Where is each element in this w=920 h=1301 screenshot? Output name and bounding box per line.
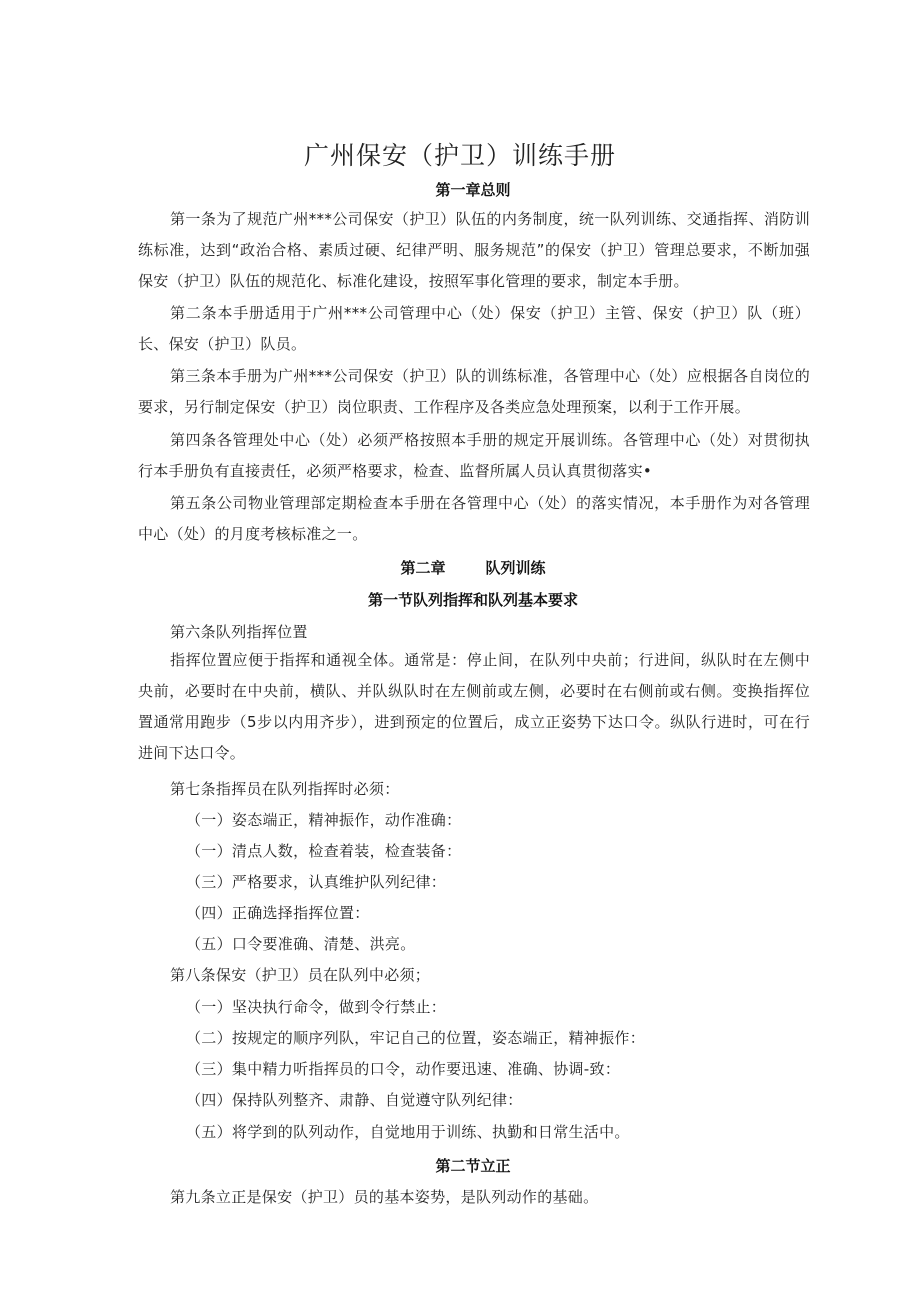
article-7-item: （四）正确选择指挥位置： [186,904,370,922]
article-6-body: 指挥位置应便于指挥和通视全体。通常是：停止间，在队列中央前；行进间，纵队时在左侧中央前，必要时在中央前，横队、并队纵队时在左侧前或左侧，必要时在右侧前或右侧。变换指挥位置通常用跑步（5步以内用齐步），进到预定的位置后，成立正姿势下达口令。纵队行进时，可在行进间下达口令。 [138,651,810,762]
article-7-item: （五）口令要准确、清楚、洪亮。 [186,935,416,953]
chapter-2-heading [0,557,920,578]
document-title: 广州保安（护卫）训练手册 [303,141,616,170]
article-8-title: 第八条保安（护卫）员在队列中必须； [170,966,431,984]
article-7-item: （三）严格要求，认真维护队列纪律： [186,873,447,891]
article-9: 第九条立正是保安（护卫）员的基本姿势，是队列动作的基础。 [170,1188,599,1206]
chapter-2-name: 队列训练 [485,559,546,577]
article-5: 第五条公司物业管理部定期检查本手册在各管理中心（处）的落实情况，本手册作为对各管理中心（处）的月度考核标准之一。 [138,494,810,543]
article-4: 第四条各管理处中心（处）必须严格按照本手册的规定开展训练。各管理中心（处）对贯彻执行本手册负有直接责任，必须严格要求，检查、监督所属人员认真贯彻落实• [138,431,810,480]
article-8-item: （二）按规定的顺序列队，牢记自己的位置，姿态端正，精神振作： [186,1029,646,1047]
article-1: 第一条为了规范广州***公司保安（护卫）队伍的内务制度，统一队列训练、交通指挥、消防训练标准，达到“政治合格、素质过硬、纪律严明、服务规范”的保安（护卫）管理总要求，不断加强保安（护卫）队伍的规范化、标准化建设，按照军事化管理的要求，制定本手册。 [138,210,810,290]
article-7-item: （一）姿态端正，精神振作，动作准确： [186,811,462,829]
article-7-item: （一）清点人数，检查着装，检查装备： [186,842,462,860]
chapter-1-heading: 第一章总则 [435,181,511,199]
article-2: 第二条本手册适用于广州***公司管理中心（处）保安（护卫）主管、保安（护卫）队（班）长、保安（护卫）队员。 [138,304,810,353]
section-2-heading: 第二节立正 [435,1157,511,1175]
article-8-item: （一）坚决执行命令，做到令行禁止： [186,998,447,1016]
article-8-item: （五）将学到的队列动作，自觉地用于训练、执勤和日常生活中。 [186,1123,630,1141]
article-7-title: 第七条指挥员在队列指挥时必须： [170,780,400,798]
article-6-title: 第六条队列指挥位置 [170,623,308,641]
article-8-item: （三）集中精力听指挥员的口令，动作要迅速、准确、协调-致： [186,1060,621,1078]
article-8-item: （四）保持队列整齐、肃静、自觉遵守队列纪律： [186,1091,523,1109]
article-3: 第三条本手册为广州***公司保安（护卫）队的训练标准，各管理中心（处）应根据各自岗位的要求，另行制定保安（护卫）岗位职责、工作程序及各类应急处理预案，以利于工作开展。 [138,367,810,416]
chapter-2-label: 第二章 [400,559,446,577]
section-1-heading: 第一节队列指挥和队列基本要求 [367,591,578,609]
